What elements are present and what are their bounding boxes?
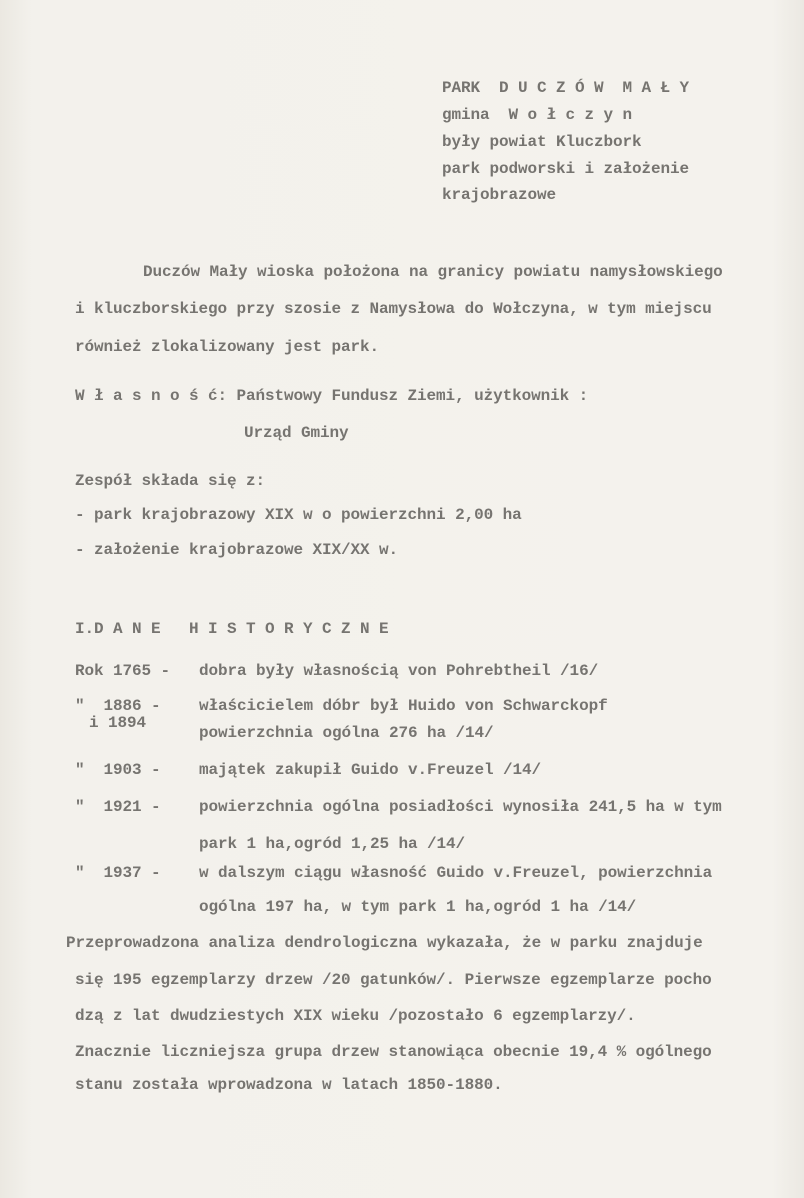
intro-line: i kluczborskiego przy szosie z Namysłowa do Wołczyna, w tym miejscu <box>75 300 712 318</box>
complex-item: - założenie krajobrazowe XIX/XX w. <box>75 541 399 559</box>
complex-item: - park krajobrazowy XIX w o powierzchni 2,00 ha <box>75 506 522 524</box>
park-type-line: park podworski i założenie <box>442 160 690 178</box>
history-text: ogólna 197 ha, w tym park 1 ha,ogród 1 ha /14/ <box>199 898 637 916</box>
history-year: " 1921 - <box>75 798 161 816</box>
intro-line: Duczów Mały wioska położona na granicy powiatu namysłowskiego <box>143 263 723 281</box>
history-year: " 1903 - <box>75 761 161 779</box>
history-year-2: i 1894 <box>89 714 147 732</box>
analysis-line: się 195 egzemplarzy drzew /20 gatunków/. Pierwsze egzemplarze pocho <box>75 971 712 989</box>
history-text: dobra były własnością von Pohrebtheil /16/ <box>199 662 599 680</box>
history-year: " 1937 - <box>75 864 161 882</box>
history-text: majątek zakupił Guido v.Freuzel /14/ <box>199 761 542 779</box>
history-text: właścicielem dóbr był Huido von Schwarckopf <box>199 697 608 715</box>
complex-heading: Zespół składa się z: <box>75 472 266 490</box>
history-year: Rok 1765 - <box>75 662 171 680</box>
analysis-line: Przeprowadzona analiza dendrologiczna wykazała, że w parku znajduje <box>66 934 703 952</box>
park-title: PARK D U C Z Ó W M A Ł Y <box>442 79 690 97</box>
ownership-user: Urząd Gminy <box>244 424 349 442</box>
analysis-line: Znacznie liczniejsza grupa drzew stanowiąca obecnie 19,4 % ogólnego <box>75 1043 712 1061</box>
section-title: I.D A N E H I S T O R Y C Z N E <box>75 620 389 638</box>
history-text: powierzchnia ogólna posiadłości wynosiła 241,5 ha w tym <box>199 798 722 816</box>
history-text: powierzchnia ogólna 276 ha /14/ <box>199 724 494 742</box>
analysis-line: stanu została wprowadzona w latach 1850-1880. <box>75 1076 503 1094</box>
park-type-line-2: krajobrazowe <box>442 186 557 204</box>
intro-line: również zlokalizowany jest park. <box>75 338 380 356</box>
gmina-line: gmina W o ł c z y n <box>442 106 633 124</box>
history-text: w dalszym ciągu własność Guido v.Freuzel, powierzchnia <box>199 864 713 882</box>
ownership-line: W ł a s n o ś ć: Państwowy Fundusz Ziemi, użytkownik : <box>75 387 589 405</box>
powiat-line: były powiat Kluczbork <box>442 133 642 151</box>
history-text: park 1 ha,ogród 1,25 ha /14/ <box>199 835 466 853</box>
analysis-line: dzą z lat dwudziestych XIX wieku /pozostało 6 egzemplarzy/. <box>75 1007 636 1025</box>
history-year: " 1886 - <box>75 697 161 715</box>
